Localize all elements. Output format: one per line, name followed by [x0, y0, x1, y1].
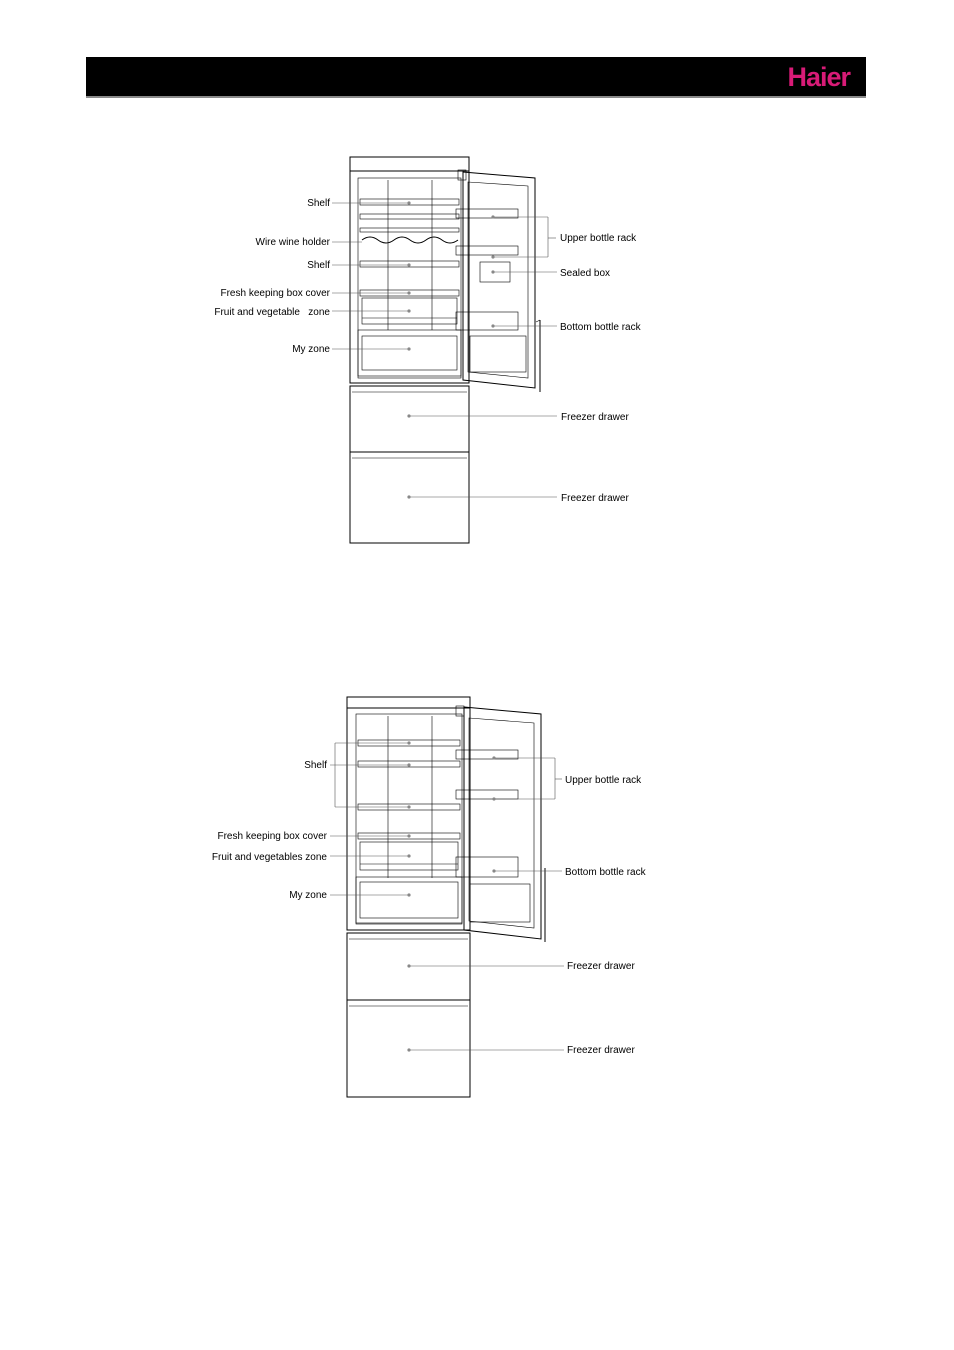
- label-my-zone: My zone: [292, 344, 330, 355]
- label-fruit-veg-zone-2: Fruit and vegetables zone: [211, 852, 327, 863]
- label-wire-wine-holder: Wire wine holder: [255, 237, 330, 248]
- label-fresh-box-cover-2: Fresh keeping box cover: [217, 831, 327, 842]
- label-shelf-top: Shelf: [307, 198, 330, 209]
- label-upper-bottle-rack: Upper bottle rack: [560, 233, 637, 244]
- label-sealed-box: Sealed box: [560, 268, 611, 279]
- label-bottom-bottle-rack-2: Bottom bottle rack: [565, 867, 646, 878]
- brand-logo: Haier: [787, 62, 850, 92]
- label-freezer-drawer-4: Freezer drawer: [567, 1045, 635, 1056]
- label-bottom-bottle-rack: Bottom bottle rack: [560, 322, 641, 333]
- label-shelf-mid: Shelf: [307, 260, 330, 271]
- label-shelf: Shelf: [304, 760, 327, 771]
- label-freezer-drawer-3: Freezer drawer: [567, 961, 635, 972]
- label-upper-bottle-rack-2: Upper bottle rack: [565, 775, 642, 786]
- label-my-zone-2: My zone: [289, 890, 327, 901]
- fridge-diagram-2: [212, 697, 647, 1097]
- label-freezer-drawer-1: Freezer drawer: [561, 412, 629, 423]
- fridge-diagram-1: [214, 157, 641, 543]
- label-fruit-veg-zone: Fruit and vegetable zone: [214, 307, 330, 318]
- label-fresh-box-cover: Fresh keeping box cover: [220, 288, 330, 299]
- label-freezer-drawer-2: Freezer drawer: [561, 493, 629, 504]
